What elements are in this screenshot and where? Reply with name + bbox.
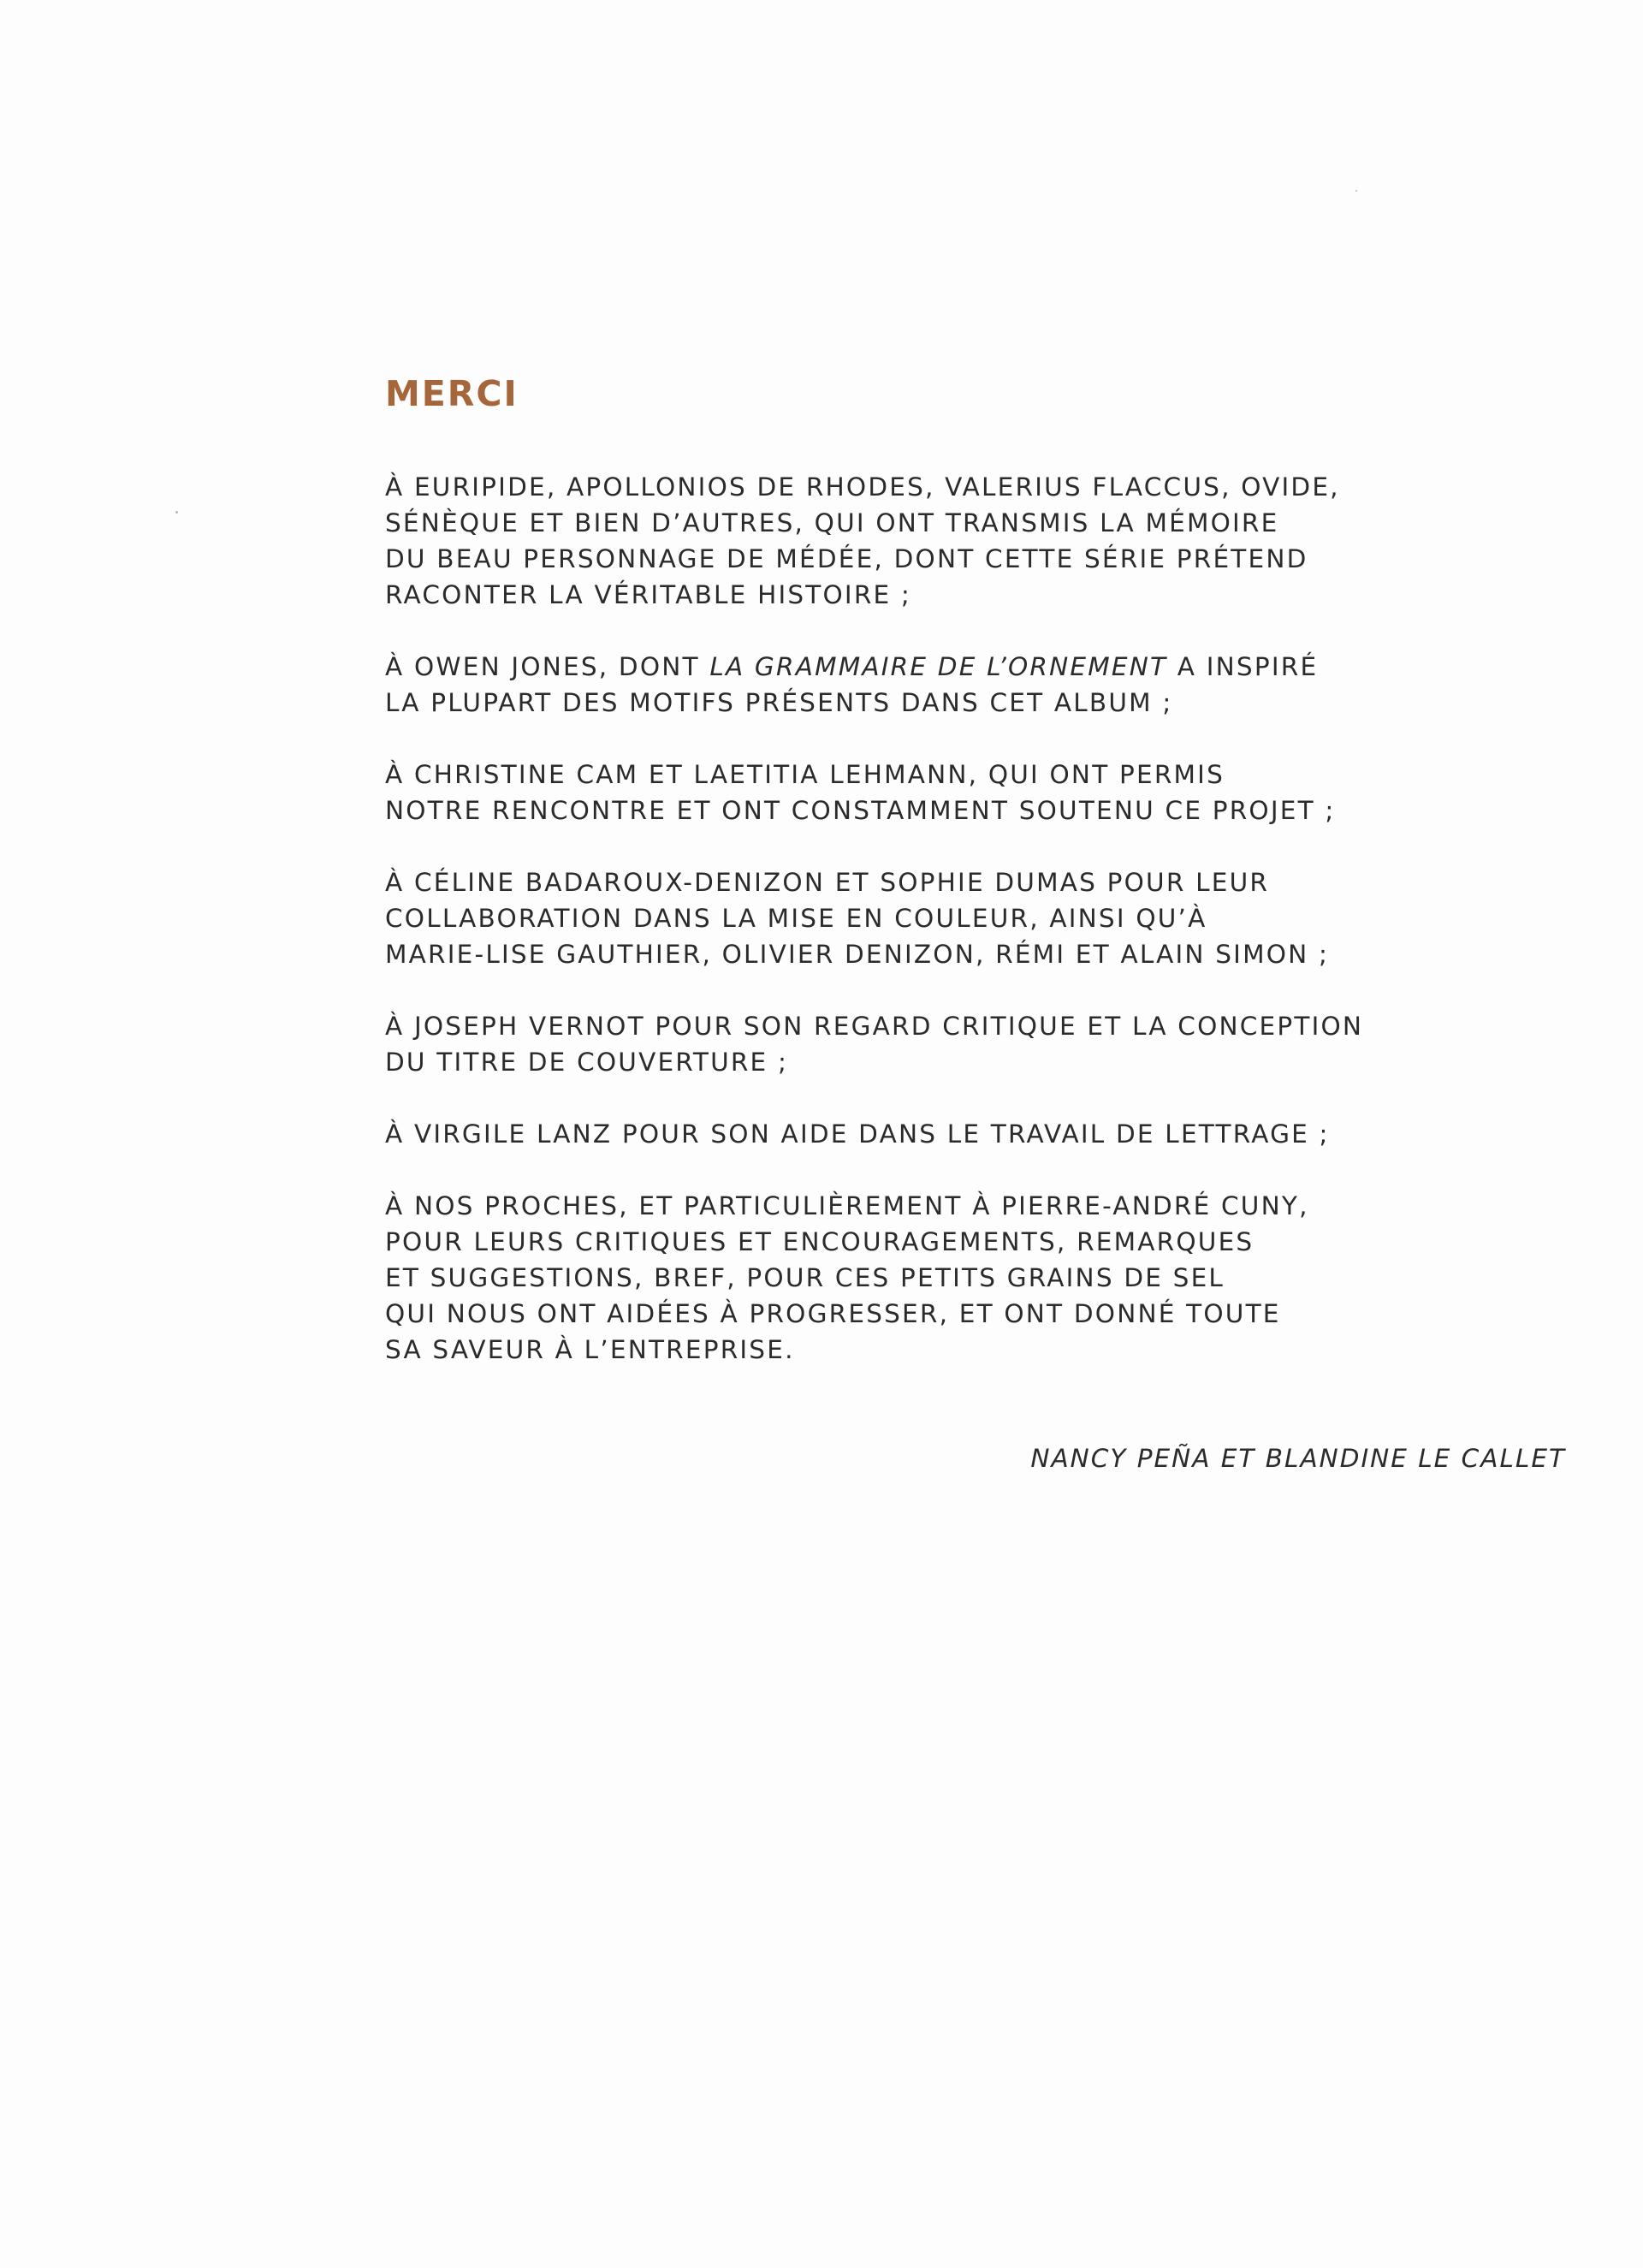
- text-line: RACONTER LA VÉRITABLE HISTOIRE ;: [385, 580, 912, 609]
- page-title: MERCI: [385, 373, 519, 414]
- paper-speck: [1355, 190, 1357, 192]
- acknowledgements: [385, 368, 1498, 1364]
- paragraph-owen-jones: [385, 649, 1498, 721]
- text-line: DU TITRE DE COUVERTURE ;: [385, 1048, 789, 1077]
- text-line: LA PLUPART DES MOTIFS PRÉSENTS DANS CET ALBUM ;: [385, 688, 1173, 717]
- paper-speck: [175, 511, 178, 514]
- paragraph-colorists: [385, 864, 1498, 972]
- book-title: LA GRAMMAIRE DE L’ORNEMENT: [709, 652, 1168, 681]
- paragraph-cam-lehmann: [385, 757, 1498, 828]
- text-line: À JOSEPH VERNOT POUR SON REGARD CRITIQUE ET LA CONCEPTION: [385, 1012, 1364, 1041]
- paragraph-classical-authors: [385, 469, 1498, 613]
- text-line: DU BEAU PERSONNAGE DE MÉDÉE, DONT CETTE SÉRIE PRÉTEND: [385, 544, 1308, 573]
- text-line: ET SUGGESTIONS, BREF, POUR CES PETITS GRAINS DE SEL: [385, 1263, 1225, 1292]
- text-line: COLLABORATION DANS LA MISE EN COULEUR, AINSI QU’À: [385, 904, 1207, 933]
- text-line: SÉNÈQUE ET BIEN D’AUTRES, QUI ONT TRANSMIS LA MÉMOIRE: [385, 508, 1279, 537]
- text-line: POUR LEURS CRITIQUES ET ENCOURAGEMENTS, REMARQUES: [385, 1227, 1254, 1256]
- text-line: SA SAVEUR À L’ENTREPRISE.: [385, 1335, 795, 1364]
- paragraph-family: [385, 1188, 1498, 1368]
- text-line: À CÉLINE BADAROUX-DENIZON ET SOPHIE DUMAS POUR LEUR: [385, 868, 1270, 897]
- text-line: MARIE-LISE GAUTHIER, OLIVIER DENIZON, RÉMI ET ALAIN SIMON ;: [385, 940, 1330, 969]
- paragraph-lanz: [385, 1116, 1498, 1152]
- signature: NANCY PEÑA ET BLANDINE LE CALLET: [1030, 1444, 1566, 1473]
- text-line: À EURIPIDE, APOLLONIOS DE RHODES, VALERIUS FLACCUS, OVIDE,: [385, 472, 1340, 502]
- text-line: NOTRE RENCONTRE ET ONT CONSTAMMENT SOUTENU CE PROJET ;: [385, 796, 1336, 825]
- text-line: À CHRISTINE CAM ET LAETITIA LEHMANN, QUI ONT PERMIS: [385, 760, 1225, 789]
- text-line: À NOS PROCHES, ET PARTICULIÈREMENT À PIERRE-ANDRÉ CUNY,: [385, 1191, 1309, 1220]
- text-line: À OWEN JONES, DONT LA GRAMMAIRE DE L’ORNEMENT A INSPIRÉ: [385, 652, 1319, 681]
- acknowledgement-paragraphs: [385, 469, 1498, 1404]
- text-line: QUI NOUS ONT AIDÉES À PROGRESSER, ET ONT DONNÉ TOUTE: [385, 1299, 1281, 1328]
- text-line: À VIRGILE LANZ POUR SON AIDE DANS LE TRAVAIL DE LETTRAGE ;: [385, 1119, 1330, 1149]
- paragraph-vernot: [385, 1008, 1498, 1080]
